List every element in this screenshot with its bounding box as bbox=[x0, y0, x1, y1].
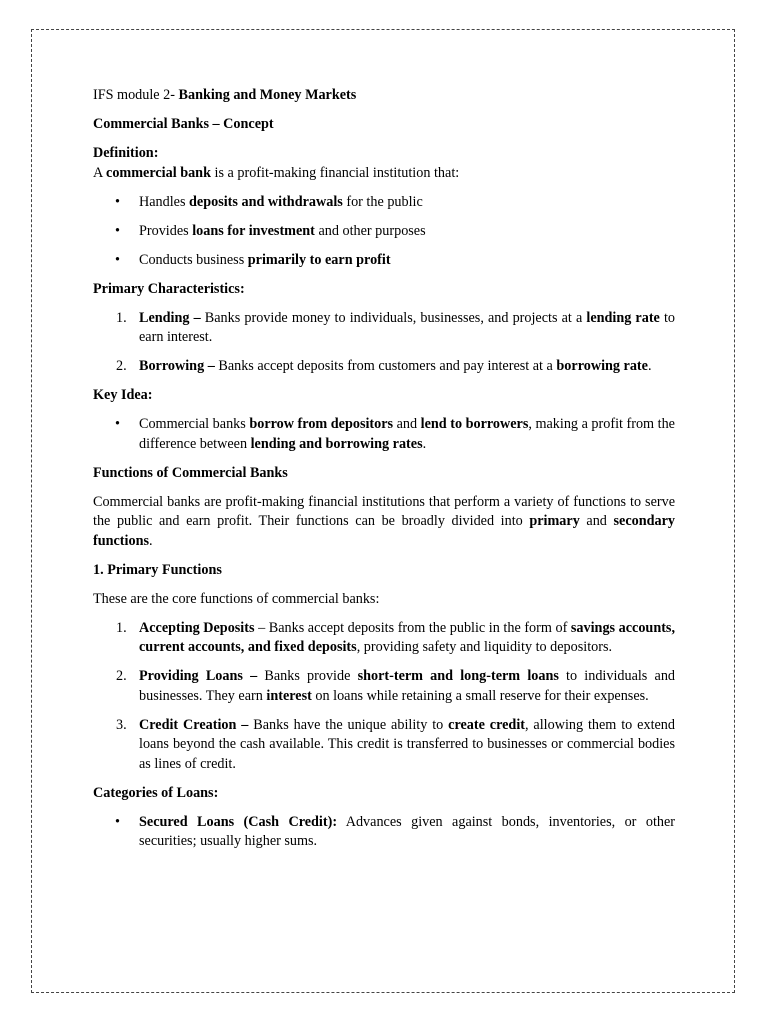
definition-label: Definition: bbox=[93, 145, 159, 161]
list-item: • Conducts business primarily to earn profit bbox=[93, 251, 675, 271]
primary-functions-heading: 1. Primary Functions bbox=[93, 561, 222, 578]
loan-categories-heading: Categories of Loans: bbox=[93, 784, 219, 801]
concept-heading: Commercial Banks – Concept bbox=[93, 116, 274, 132]
primary-functions-intro: These are the core functions of commercial banks: bbox=[93, 590, 380, 607]
list-item: 3. Credit Creation – Banks have the unique ability to create credit, allowing them to extend loans beyond the cash available. This credit is transferred to businesses or commercial bodies as lines of credit. bbox=[116, 716, 675, 772]
list-item: 1. Accepting Deposits – Banks accept deposits from the public in the form of savings accounts, current accounts, and fixed deposits, providing safety and liquidity to depositors. bbox=[116, 619, 675, 655]
document-body bbox=[93, 86, 675, 861]
functions-paragraph: Commercial banks are profit-making financial institutions that perform a variety of functions to serve the public and earn profit. Their functions can be broadly divided into primary and secondary functions. bbox=[93, 493, 675, 549]
key-idea-heading: Key Idea: bbox=[93, 387, 153, 403]
document-title: IFS module 2- Banking and Money Markets bbox=[93, 87, 357, 103]
list-item: 1. Lending – Banks provide money to individuals, businesses, and projects at a lending rate to earn interest. bbox=[116, 309, 676, 345]
list-item: 2. Borrowing – Banks accept deposits from customers and pay interest at a borrowing rate. bbox=[116, 358, 652, 374]
key-idea-list bbox=[93, 415, 675, 454]
primary-functions-list bbox=[93, 619, 675, 775]
list-item: • Commercial banks borrow from depositors and lend to borrowers, making a profit from the difference between lending and borrowing rates. bbox=[93, 415, 675, 454]
list-item: • Handles deposits and withdrawals for the public bbox=[93, 193, 675, 213]
definition-list bbox=[93, 193, 675, 271]
list-item: • Secured Loans (Cash Credit): Advances given against bonds, inventories, or other securities; usually higher sums. bbox=[93, 813, 675, 852]
primary-characteristics-heading: Primary Characteristics: bbox=[93, 280, 245, 297]
characteristics-list bbox=[93, 309, 675, 377]
list-item: 2. Providing Loans – Banks provide short-term and long-term loans to individuals and businesses. They earn interest on loans while retaining a small reserve for their expenses. bbox=[116, 668, 676, 704]
functions-heading: Functions of Commercial Banks bbox=[93, 464, 288, 481]
loan-categories-list bbox=[93, 813, 675, 852]
list-item: • Provides loans for investment and other purposes bbox=[93, 222, 675, 242]
definition-intro: A commercial bank is a profit-making financial institution that: bbox=[93, 164, 460, 181]
